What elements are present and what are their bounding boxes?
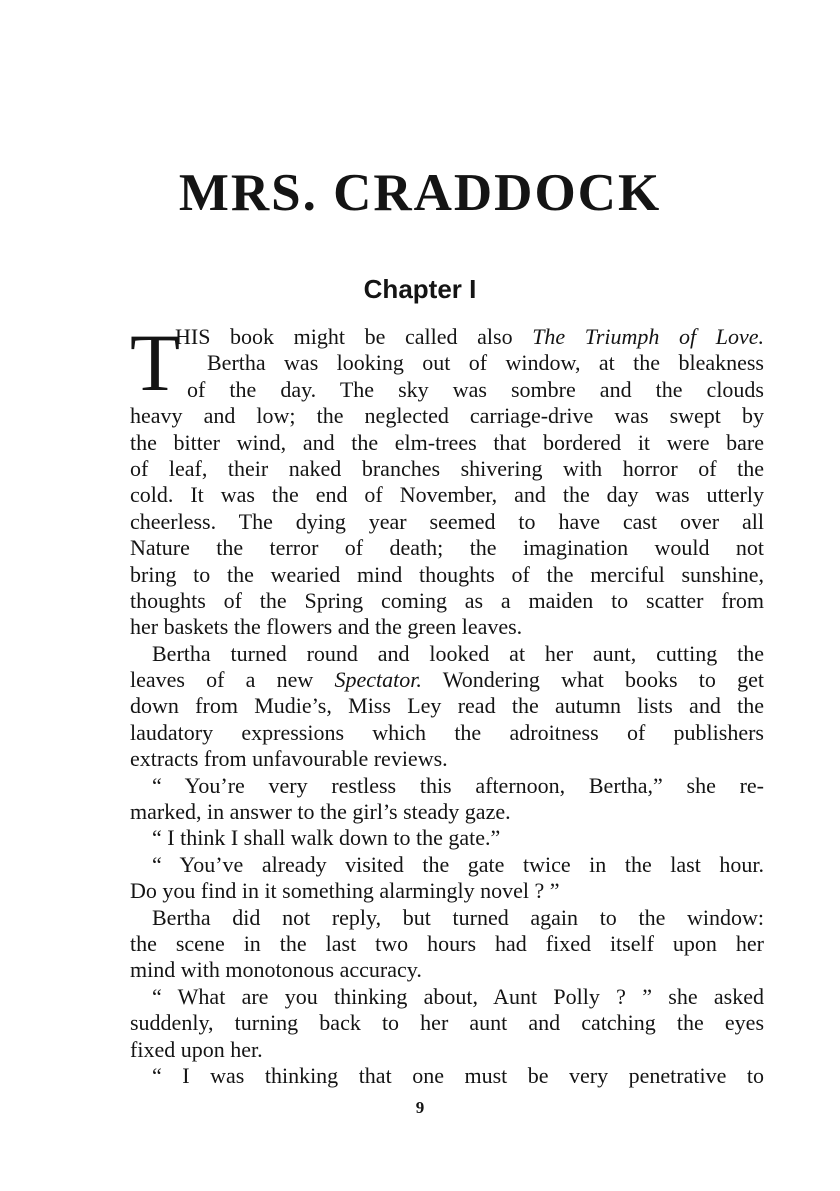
text-line: “ I was thinking that one must be very penetrative to <box>152 1062 764 1088</box>
book-title: MRS. CRADDOCK <box>178 164 662 222</box>
text-line: heavy and low; the neglected carriage-drive was swept by <box>130 403 764 429</box>
text-line: of the day. The sky was sombre and the clouds <box>187 376 764 402</box>
opening-paragraph <box>130 317 764 408</box>
text-line: “ You’ve already visited the gate twice in the last hour. <box>152 851 764 877</box>
text-line: mind with monotonous accuracy. <box>130 957 422 983</box>
text-line: cold. It was the end of November, and the day was utterly <box>130 482 764 508</box>
drop-cap: T <box>130 317 181 408</box>
text-line: “ You’re very restless this afternoon, Bertha,” she re- <box>152 772 764 798</box>
book-title-italic: The Triumph of Love. <box>532 324 764 349</box>
text-line: HIS book might be called also The Triumph of Love. <box>175 324 764 349</box>
text-line: down from Mudie’s, Miss Ley read the autumn lists and the <box>130 693 764 719</box>
text-line: the bitter wind, and the elm-trees that bordered it were bare <box>130 429 764 455</box>
text-line: fixed upon her. <box>130 1036 263 1062</box>
text-line: “ What are you thinking about, Aunt Polly ? ” she asked <box>152 983 764 1009</box>
text-line: Do you find in it something alarmingly novel ? ” <box>130 878 560 904</box>
text-line: “ I think I shall walk down to the gate.” <box>152 825 501 851</box>
text-line: Bertha was looking out of window, at the bleakness <box>207 350 764 376</box>
text-line: laudatory expressions which the adroitness of publishers <box>130 719 764 745</box>
chapter-title: Chapter I <box>363 274 477 304</box>
text-line: marked, in answer to the girl’s steady gaze. <box>130 799 511 825</box>
text-line: Bertha turned round and looked at her aunt, cutting the <box>152 640 764 666</box>
text-line: Nature the terror of death; the imagination would not <box>130 535 764 561</box>
magazine-title-italic: Spectator. <box>334 667 422 693</box>
text-line: her baskets the flowers and the green leaves. <box>130 614 523 640</box>
text-line: the scene in the last two hours had fixed itself upon her <box>130 930 764 956</box>
text-line: extracts from unfavourable reviews. <box>130 746 448 772</box>
text-line: leaves of a new Spectator. Wondering what books to get <box>130 667 764 693</box>
text-line: cheerless. The dying year seemed to have cast over all <box>130 508 764 534</box>
page-number: 9 <box>415 1098 425 1117</box>
text-line: of leaf, their naked branches shivering with horror of the <box>130 455 764 481</box>
chapter-body <box>130 317 764 1089</box>
text-line: bring to the wearied mind thoughts of the merciful sunshine, <box>130 561 764 587</box>
text-line: Bertha did not reply, but turned again to the window: <box>152 904 764 930</box>
text-line: thoughts of the Spring coming as a maiden to scatter from <box>130 587 764 613</box>
text-line: suddenly, turning back to her aunt and catching the eyes <box>130 1010 764 1036</box>
